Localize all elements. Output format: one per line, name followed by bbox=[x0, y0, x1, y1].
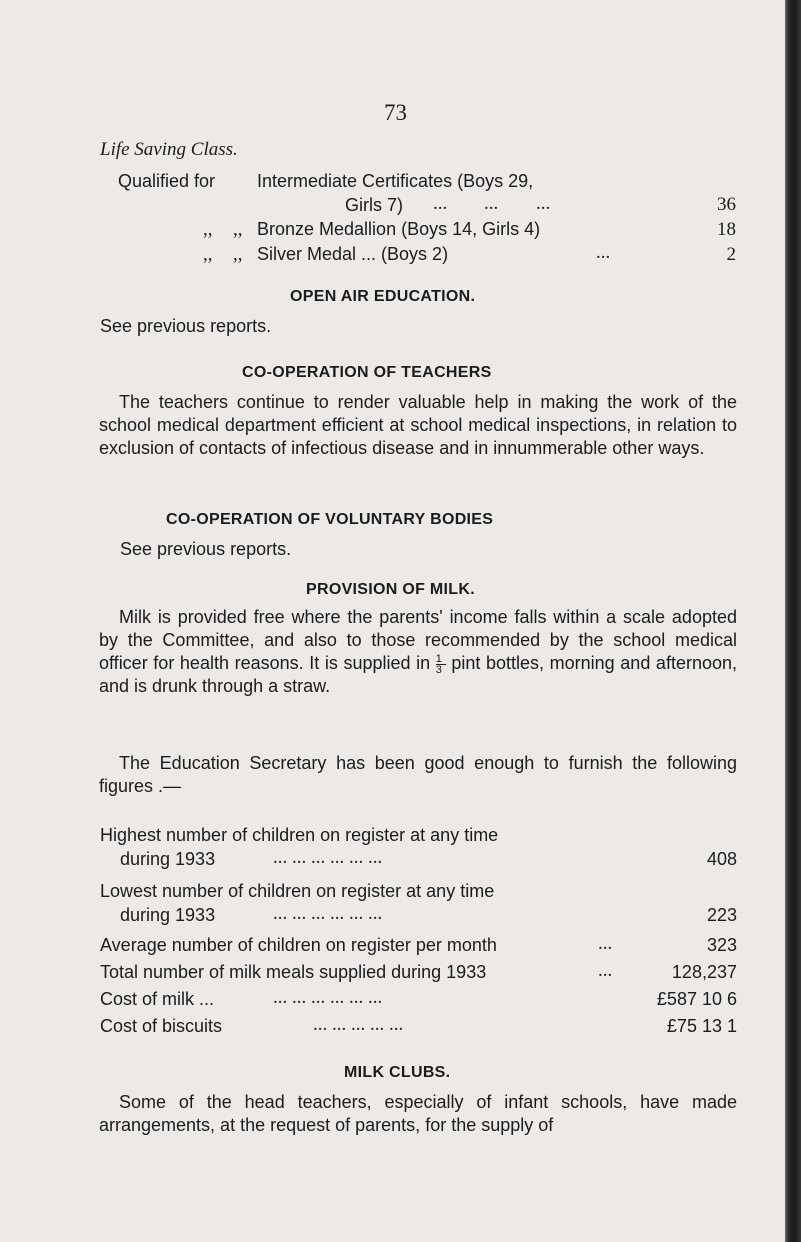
figure-value: 408 bbox=[706, 849, 737, 869]
figure-label-cont: during 1933 bbox=[120, 849, 216, 869]
dot-leader: ... bbox=[596, 242, 611, 263]
dot-leader: ... ... ... ... ... ... bbox=[273, 987, 383, 1008]
page-number: 73 bbox=[384, 100, 407, 125]
coop-teachers-text: The teachers continue to render valuable help in making the work of the school medical department efficient at school medical inspections, in relation to exclusion of contacts of infectious disease and in innummerable other ways. bbox=[99, 392, 737, 458]
silver-value: 2 bbox=[726, 244, 736, 265]
figure-value: £75 13 1 bbox=[666, 1016, 737, 1036]
intermediate-text: Intermediate Certificates (Boys 29, bbox=[257, 171, 534, 191]
milk-text-start: Milk is provided free where the parents' income falls within a scale adopted by the Committee, and also to those recommended by the school medical officer for health reasons. It is supplied in bbox=[99, 607, 737, 673]
fraction-numerator: 1 bbox=[436, 654, 446, 665]
figures-intro-text: The Education Secretary has been good enough to furnish the following figures .— bbox=[99, 753, 737, 796]
figure-label: Lowest number of children on register at any time bbox=[100, 881, 495, 901]
silver-text: Silver Medal ... (Boys 2) bbox=[257, 244, 449, 264]
figure-label: Total number of milk meals supplied during 1933 bbox=[100, 962, 487, 982]
dot-leader: ... ... ... ... ... ... bbox=[273, 847, 383, 868]
ditto-mark: ,, bbox=[203, 219, 213, 240]
figure-label: Average number of children on register per month bbox=[100, 935, 497, 955]
dot-leader: ... ... ... ... ... bbox=[313, 1014, 404, 1035]
one-third-fraction bbox=[436, 654, 446, 675]
milk-clubs-heading: MILK CLUBS. bbox=[344, 1064, 451, 1081]
intermediate-value: 36 bbox=[717, 194, 736, 215]
milk-paragraph bbox=[99, 606, 737, 698]
dot-leader: ... bbox=[598, 933, 613, 954]
bronze-text: Bronze Medallion (Boys 14, Girls 4) bbox=[257, 219, 541, 239]
qualified-label: Qualified for bbox=[118, 171, 216, 191]
scan-page-edge bbox=[785, 0, 801, 1242]
coop-voluntary-heading: CO-OPERATION OF VOLUNTARY BODIES bbox=[166, 511, 494, 528]
figure-value: 323 bbox=[706, 935, 737, 955]
dot-leader: ... bbox=[598, 960, 613, 981]
life-saving-title: Life Saving Class. bbox=[100, 139, 238, 160]
figure-value: 128,237 bbox=[671, 962, 737, 982]
bronze-value: 18 bbox=[717, 219, 736, 240]
figure-value: £587 10 6 bbox=[656, 989, 737, 1009]
milk-text-end: pint bottles, morning and afternoon, and is drunk through a straw. bbox=[99, 653, 737, 696]
milk-clubs-text: Some of the head teachers, especially of infant schools, have made arrangements, at the request of parents, for the supply of bbox=[99, 1092, 737, 1135]
ditto-mark: ,, bbox=[233, 219, 243, 240]
open-air-text: See previous reports. bbox=[100, 316, 272, 336]
intermediate-text-cont: Girls 7) bbox=[345, 195, 403, 215]
fraction-denominator: 3 bbox=[435, 663, 442, 676]
coop-voluntary-text: See previous reports. bbox=[120, 539, 292, 559]
dot-leader: ... bbox=[433, 193, 448, 214]
coop-teachers-paragraph bbox=[99, 391, 737, 460]
ditto-mark: ,, bbox=[203, 244, 213, 265]
dot-leader: ... bbox=[536, 193, 551, 214]
milk-clubs-paragraph bbox=[99, 1091, 737, 1137]
figure-label: Cost of milk ... bbox=[100, 989, 215, 1009]
figure-label: Highest number of children on register at any time bbox=[100, 825, 499, 845]
coop-teachers-heading: CO-OPERATION OF TEACHERS bbox=[242, 364, 492, 381]
milk-heading: PROVISION OF MILK. bbox=[306, 581, 475, 598]
dot-leader: ... ... ... ... ... ... bbox=[273, 903, 383, 924]
figure-value: 223 bbox=[706, 905, 737, 925]
dot-leader: ... bbox=[484, 193, 499, 214]
open-air-heading: OPEN AIR EDUCATION. bbox=[290, 288, 476, 305]
ditto-mark: ,, bbox=[233, 244, 243, 265]
figure-label: Cost of biscuits bbox=[100, 1016, 223, 1036]
figures-intro-paragraph bbox=[99, 752, 737, 798]
figure-label-cont: during 1933 bbox=[120, 905, 216, 925]
